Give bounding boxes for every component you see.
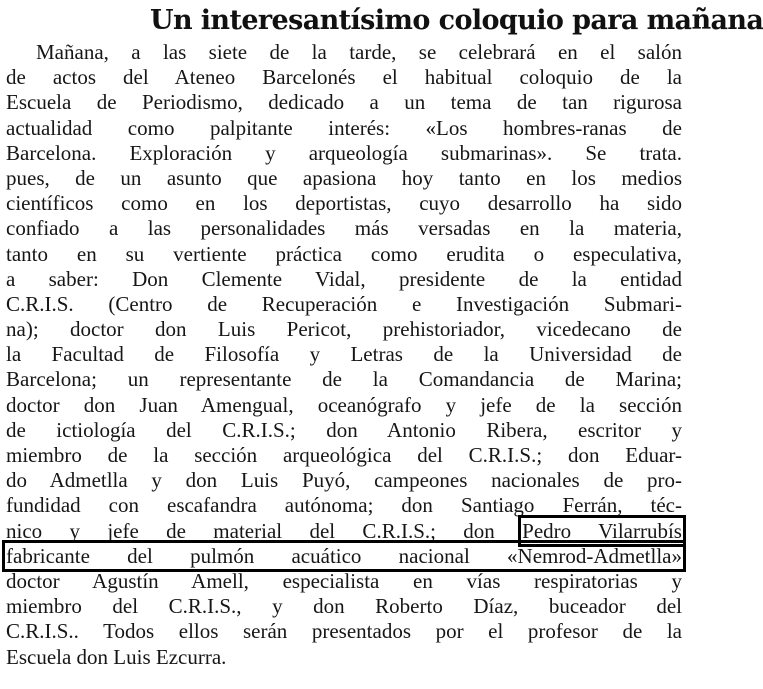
article-line: doctor don Juan Amengual, oceanógrafo y jefe de la sección — [6, 392, 682, 417]
article-line: de actos del Ateneo Barcelonés el habitual coloquio de la — [6, 65, 682, 90]
highlighted-description: fabricante del pulmón acuático nacional «Nemrod-Admetlla» — [6, 543, 682, 568]
article-line: Escuela don Luis Ezcurra. — [6, 644, 227, 669]
article-line: Barcelona. Exploración y arqueología submarinas». Se trata. — [6, 140, 682, 165]
article-headline: Un interesantísimo coloquio para mañana — [150, 5, 763, 36]
article-line: doctor Agustín Amell, especialista en vías respiratorias y — [6, 568, 682, 593]
article-line — [6, 544, 682, 569]
article-line: a saber: Don Clemente Vidal, presidente de la entidad — [6, 266, 682, 291]
article-line: la Facultad de Filosofía y Letras de la Universidad de — [6, 342, 682, 367]
article-line: miembro del C.R.I.S., y don Roberto Díaz, buceador del — [6, 594, 682, 619]
article-line: científicos como en los deportistas, cuyo desarrollo ha sido — [6, 191, 682, 216]
article-line: fundidad con escafandra autónoma; don Santiago Ferrán, téc- — [6, 493, 682, 518]
article-line: de ictiología del C.R.I.S.; don Antonio Ribera, escritor y — [6, 417, 682, 442]
article-body — [6, 40, 682, 670]
article-line: miembro de la sección arqueológica del C.R.I.S.; don Eduar- — [6, 443, 682, 467]
article-line: Barcelona; un representante de la Comandancia de Marina; — [6, 367, 682, 392]
article-line: confiado a las personalidades más versadas en la materia, — [6, 216, 682, 241]
article-line: Escuela de Periodismo, dedicado a un tema de tan rigurosa — [6, 90, 682, 115]
article-line: C.R.I.S.. Todos ellos serán presentados por el profesor de la — [6, 619, 682, 644]
article-line: do Admetlla y don Luis Puyó, campeones nacionales de pro- — [6, 468, 682, 493]
article-line: na); doctor don Luis Pericot, prehistoriador, vicedecano de — [6, 317, 682, 342]
article-line — [6, 519, 682, 544]
article-line-segment: nico y jefe de material del C.R.I.S.; don — [6, 518, 495, 543]
article-line: tanto en su vertiente práctica como erudita o especulativa, — [6, 241, 682, 266]
highlighted-name: Pedro Vilarrubís — [522, 518, 682, 543]
article-line: Mañana, a las siete de la tarde, se celebrará en el salón — [36, 40, 682, 64]
article-line: pues, de un asunto que apasiona hoy tanto en los medios — [6, 165, 682, 190]
article-line: C.R.I.S. (Centro de Recuperación e Investigación Submari- — [6, 291, 682, 316]
article-line: actualidad como palpitante interés: «Los hombres-ranas de — [6, 115, 682, 140]
